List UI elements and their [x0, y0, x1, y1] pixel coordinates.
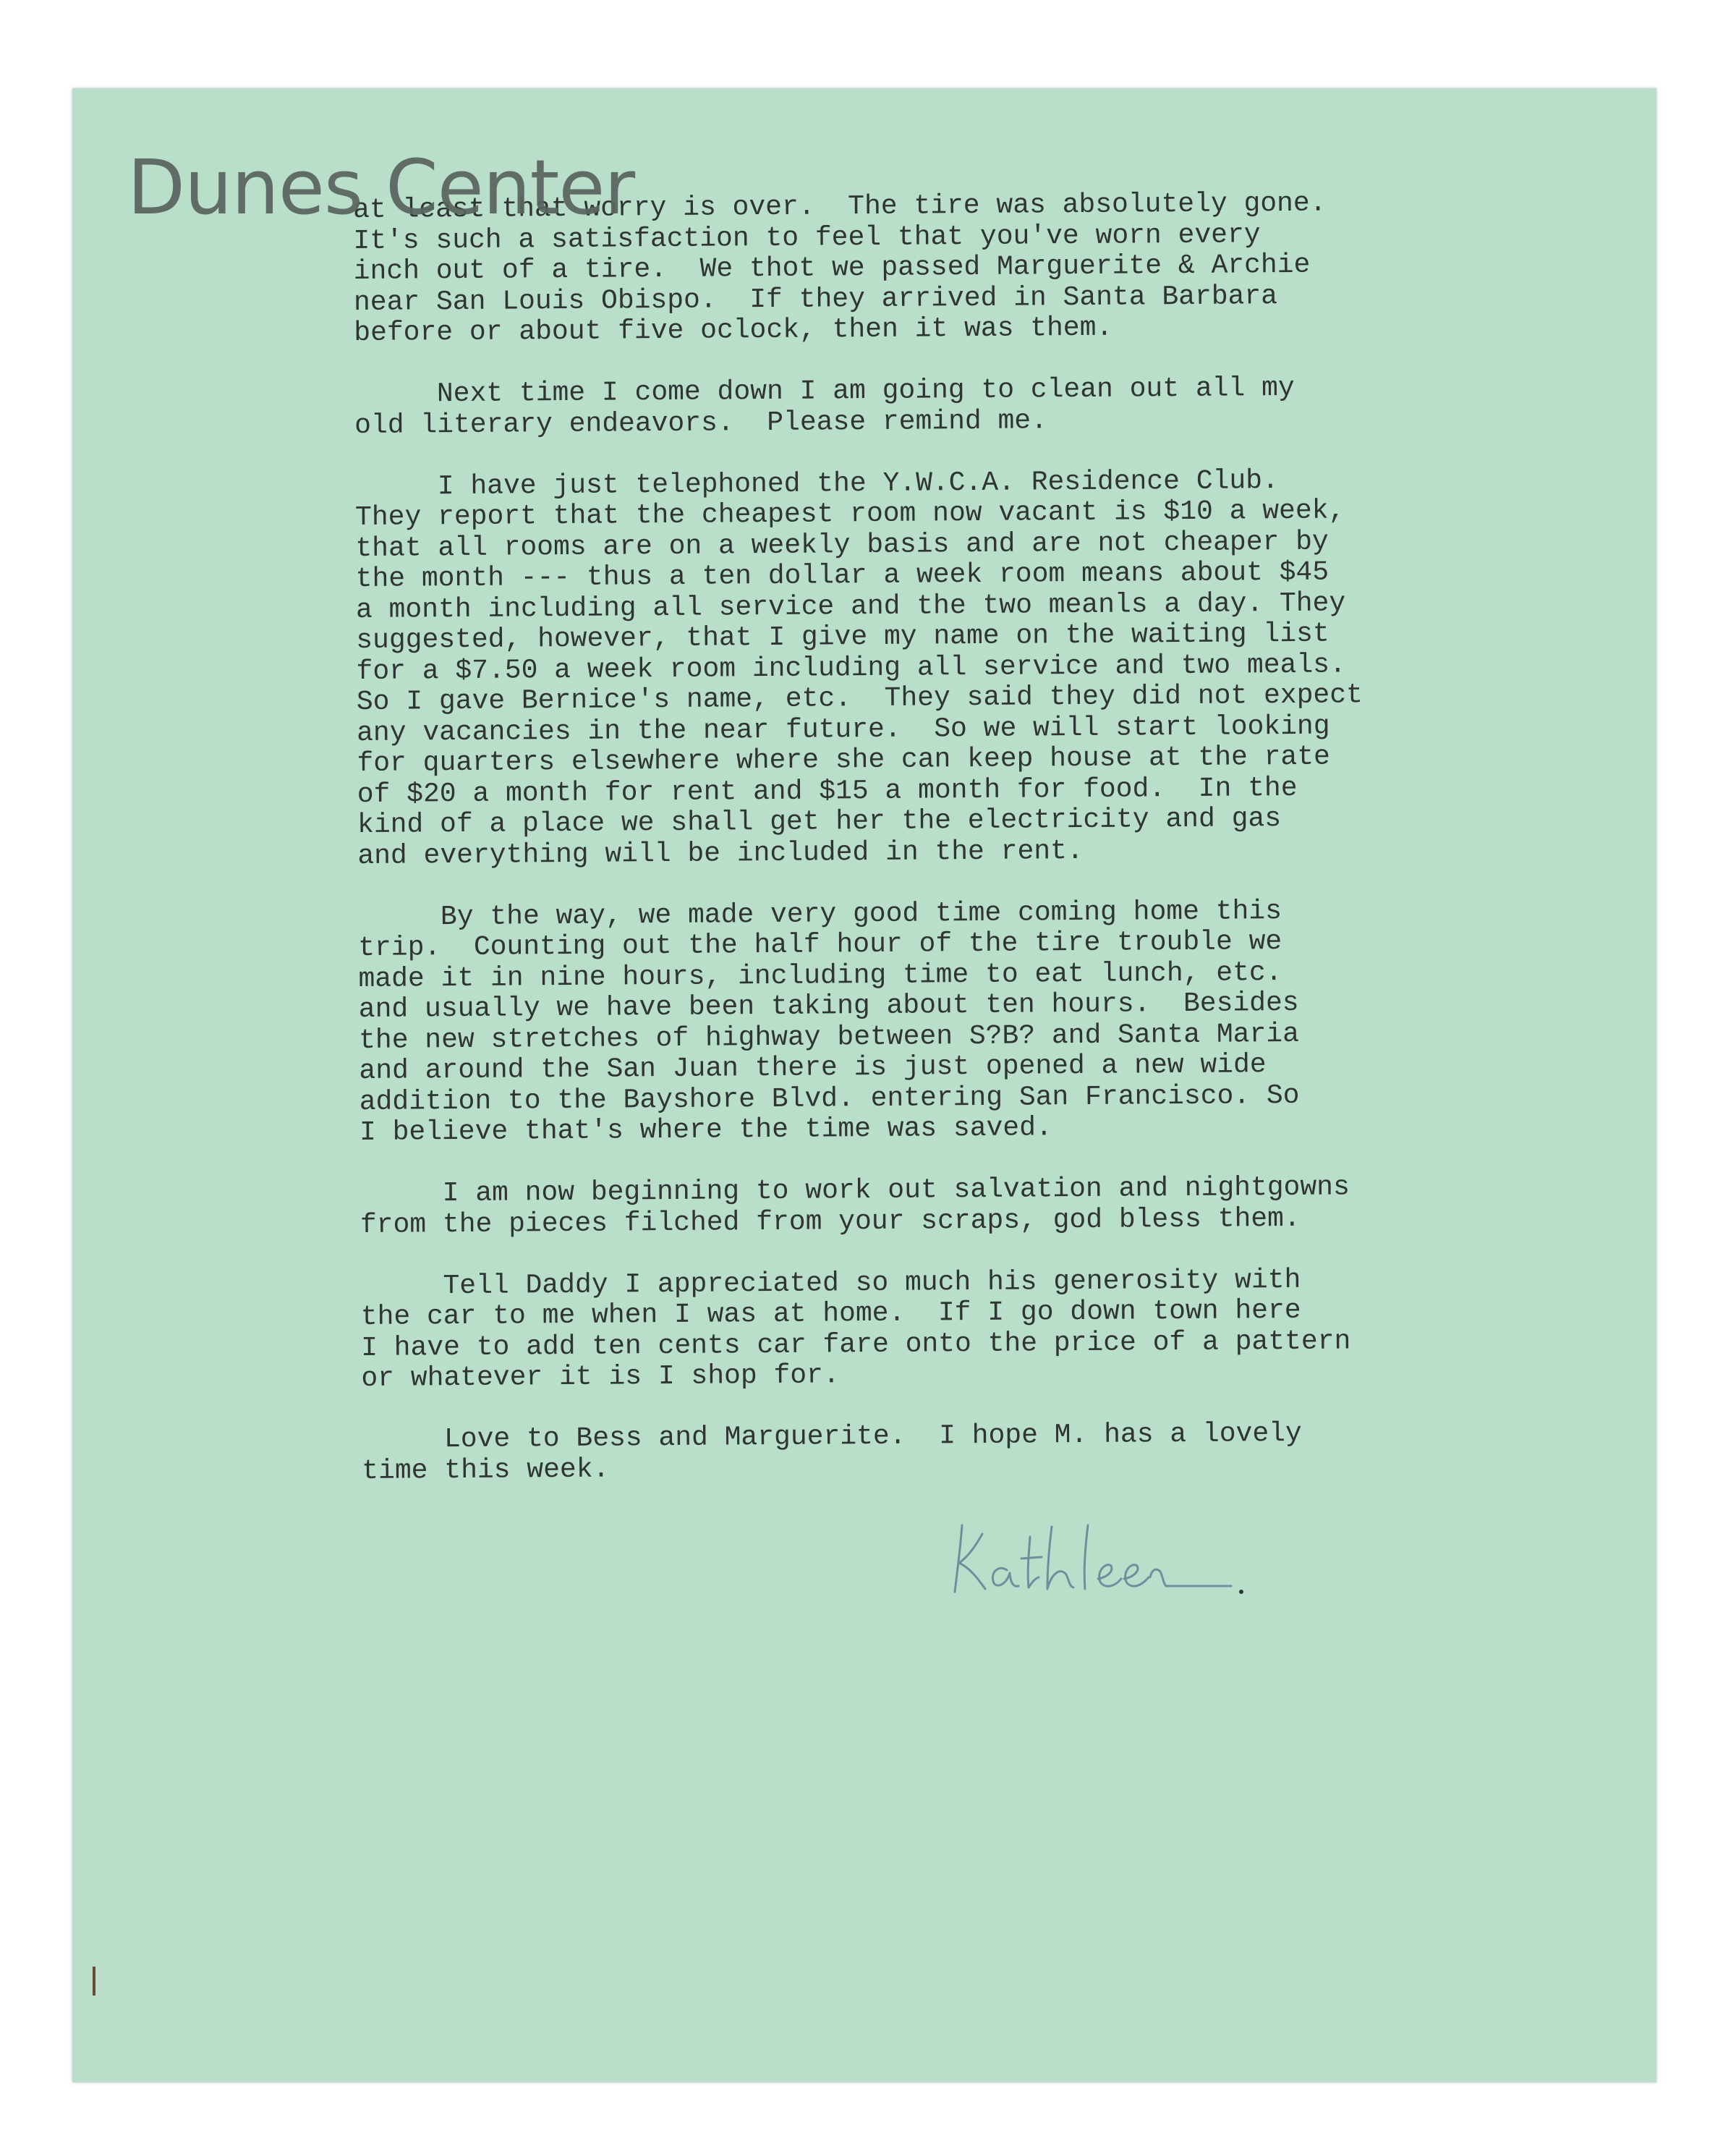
- text-line: By the way, we made very good time coming home this: [357, 895, 1282, 933]
- text-line: before or about five oclock, then it was them.: [354, 312, 1113, 349]
- text-line: It's such a satisfaction to feel that you've worn every: [353, 219, 1261, 257]
- text-line: of $20 a month for rent and $15 a month for food. In the: [357, 772, 1298, 810]
- text-line: or whatever it is I shop for.: [361, 1360, 840, 1394]
- watermark-logo: Dunes Center: [127, 143, 635, 232]
- text-line: I have just telephoned the Y.W.C.A. Residence Club.: [354, 465, 1279, 503]
- text-line: old literary endeavors. Please remind me.: [354, 404, 1048, 441]
- text-line: suggested, however, that I give my name on the waiting list: [356, 618, 1329, 656]
- paragraph: [355, 465, 1486, 872]
- text-line: I believe that's where the time was saved.: [359, 1112, 1052, 1148]
- text-line: at least that worry is over. The tire was absolutely gone.: [352, 187, 1327, 226]
- text-line: They report that the cheapest room now vacant is $10 a week,: [354, 495, 1345, 533]
- text-line: for a $7.50 a week room including all service and two meals.: [356, 648, 1346, 687]
- text-line: a month including all service and the two meanls a day. They: [355, 587, 1346, 626]
- text-line: kind of a place we shall get her the electricity and gas: [357, 803, 1282, 841]
- text-line: and around the San Juan there is just opened a new wide: [359, 1049, 1267, 1087]
- text-line: I am now beginning to work out salvation and nightgowns: [359, 1171, 1350, 1210]
- text-line: the month --- thus a ten dollar a week room means about $45: [355, 556, 1329, 595]
- text-line: the new stretches of highway between S?B? and Santa Maria: [359, 1018, 1300, 1056]
- text-line: time this week.: [362, 1454, 610, 1487]
- handwritten-signature: [946, 1517, 1250, 1603]
- letter-body: [353, 187, 1491, 1517]
- text-line: and usually we have been taking about ten hours. Besides: [358, 987, 1299, 1025]
- text-line: made it in nine hours, including time to eat lunch, etc.: [358, 957, 1282, 995]
- text-line: Tell Daddy I appreciated so much his generosity with: [360, 1264, 1301, 1302]
- paragraph: [360, 1264, 1489, 1395]
- paragraph: [354, 372, 1484, 441]
- text-line: any vacancies in the near future. So we will start looking: [357, 711, 1330, 749]
- text-line: for quarters elsewhere where she can keep house at the rate: [357, 741, 1331, 779]
- text-line: So I gave Bernice's name, etc. They said they did not expect: [356, 679, 1363, 718]
- text-line: trip. Counting out the half hour of the tire trouble we: [358, 926, 1282, 964]
- text-line: Love to Bess and Marguerite. I hope M. has a lovely: [361, 1417, 1302, 1456]
- text-line: addition to the Bayshore Blvd. entering San Francisco. So: [359, 1080, 1300, 1118]
- text-line: I have to add ten cents car fare onto the price of a pattern: [360, 1325, 1351, 1364]
- text-line: and everything will be included in the rent.: [357, 835, 1084, 872]
- paper-edge-mark: [93, 1967, 95, 1996]
- text-line: that all rooms are on a weekly basis and are not cheaper by: [355, 526, 1329, 564]
- paragraph: [359, 1171, 1489, 1241]
- text-line: from the pieces filched from your scraps, god bless them.: [359, 1203, 1301, 1241]
- text-line: Next time I come down I am going to clean out all my: [354, 372, 1295, 410]
- text-line: near San Louis Obispo. If they arrived in Santa Barbara: [353, 280, 1278, 318]
- text-line: the car to me when I was at home. If I go down town here: [360, 1294, 1301, 1333]
- signature-drawing: [946, 1517, 1250, 1603]
- paragraph: [362, 1417, 1491, 1487]
- paragraph: [358, 895, 1488, 1149]
- text-line: inch out of a tire. We thot we passed Marguerite & Archie: [353, 249, 1311, 287]
